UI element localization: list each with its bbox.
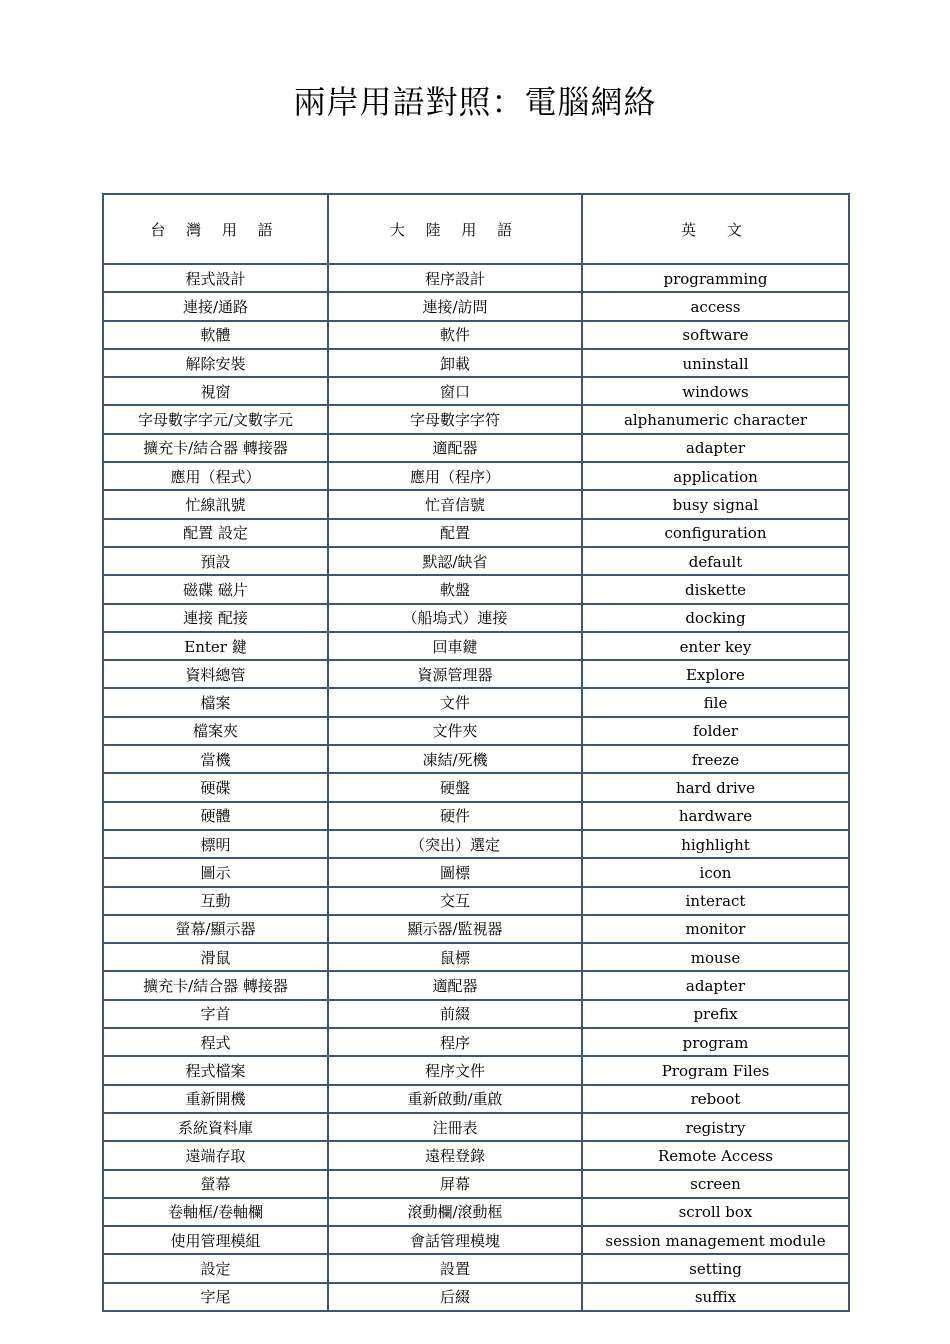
table-header [103, 194, 849, 264]
english-term-cell: session management module [582, 1226, 849, 1254]
table-row [103, 490, 849, 518]
table-row [103, 1028, 849, 1056]
taiwan-term-cell: 圖示 [103, 858, 328, 886]
table-row [103, 802, 849, 830]
taiwan-term-cell: 擴充卡/結合器 轉接器 [103, 971, 328, 999]
taiwan-term-cell: 忙線訊號 [103, 490, 328, 518]
mainland-term-cell: 連接/訪問 [328, 292, 582, 320]
table-row [103, 1113, 849, 1141]
table-row [103, 858, 849, 886]
english-term-cell: file [582, 688, 849, 716]
english-term-cell: application [582, 462, 849, 490]
english-term-cell: busy signal [582, 490, 849, 518]
taiwan-term-cell: 卷軸框/卷軸欄 [103, 1198, 328, 1226]
mainland-term-cell: 適配器 [328, 971, 582, 999]
table-row [103, 773, 849, 801]
english-term-cell: highlight [582, 830, 849, 858]
taiwan-term-cell: 設定 [103, 1254, 328, 1282]
table-row [103, 349, 849, 377]
english-term-cell: program [582, 1028, 849, 1056]
table-row [103, 1254, 849, 1282]
english-term-cell: enter key [582, 632, 849, 660]
english-term-cell: alphanumeric character [582, 405, 849, 433]
table-row [103, 575, 849, 603]
english-term-cell: registry [582, 1113, 849, 1141]
taiwan-term-cell: 螢幕/顯示器 [103, 915, 328, 943]
table-row [103, 604, 849, 632]
taiwan-term-cell: 字首 [103, 1000, 328, 1028]
table-row [103, 462, 849, 490]
taiwan-term-cell: 預設 [103, 547, 328, 575]
english-term-cell: windows [582, 377, 849, 405]
table-row [103, 1198, 849, 1226]
mainland-term-cell: 圖標 [328, 858, 582, 886]
mainland-term-cell: 卸載 [328, 349, 582, 377]
english-term-cell: setting [582, 1254, 849, 1282]
table-row [103, 660, 849, 688]
taiwan-term-cell: 軟體 [103, 321, 328, 349]
english-term-cell: folder [582, 717, 849, 745]
table-row [103, 547, 849, 575]
taiwan-term-cell: 程式檔案 [103, 1056, 328, 1084]
taiwan-term-cell: 資料總管 [103, 660, 328, 688]
english-term-cell: hard drive [582, 773, 849, 801]
table-row [103, 943, 849, 971]
mainland-term-cell: 顯示器/監視器 [328, 915, 582, 943]
mainland-term-cell: 忙音信號 [328, 490, 582, 518]
mainland-term-cell: 默認/缺省 [328, 547, 582, 575]
taiwan-term-cell: 解除安裝 [103, 349, 328, 377]
english-term-cell: scroll box [582, 1198, 849, 1226]
mainland-term-cell: 交互 [328, 887, 582, 915]
mainland-term-cell: 軟件 [328, 321, 582, 349]
english-term-cell: Remote Access [582, 1141, 849, 1169]
mainland-term-cell: 資源管理器 [328, 660, 582, 688]
english-term-cell: mouse [582, 943, 849, 971]
mainland-term-cell: 鼠標 [328, 943, 582, 971]
english-term-cell: Explore [582, 660, 849, 688]
taiwan-term-cell: 連接 配接 [103, 604, 328, 632]
english-term-cell: screen [582, 1170, 849, 1198]
mainland-term-cell: 回車鍵 [328, 632, 582, 660]
table-row [103, 830, 849, 858]
table-row [103, 434, 849, 462]
table-body [103, 264, 849, 1311]
mainland-term-cell: 窗口 [328, 377, 582, 405]
mainland-term-cell: 會話管理模塊 [328, 1226, 582, 1254]
taiwan-term-cell: 滑鼠 [103, 943, 328, 971]
taiwan-term-cell: 標明 [103, 830, 328, 858]
english-term-cell: freeze [582, 745, 849, 773]
header-english-term: 英 文 [582, 194, 849, 264]
english-term-cell: interact [582, 887, 849, 915]
taiwan-term-cell: 檔案 [103, 688, 328, 716]
mainland-term-cell: 適配器 [328, 434, 582, 462]
table-row [103, 1170, 849, 1198]
english-term-cell: software [582, 321, 849, 349]
table-row [103, 717, 849, 745]
english-term-cell: adapter [582, 971, 849, 999]
table-row [103, 1141, 849, 1169]
taiwan-term-cell: 螢幕 [103, 1170, 328, 1198]
mainland-term-cell: 硬盤 [328, 773, 582, 801]
taiwan-term-cell: 程式設計 [103, 264, 328, 292]
taiwan-term-cell: 重新開機 [103, 1085, 328, 1113]
taiwan-term-cell: 當機 [103, 745, 328, 773]
taiwan-term-cell: 擴充卡/結合器 轉接器 [103, 434, 328, 462]
mainland-term-cell: 前綴 [328, 1000, 582, 1028]
english-term-cell: monitor [582, 915, 849, 943]
english-term-cell: access [582, 292, 849, 320]
english-term-cell: suffix [582, 1283, 849, 1311]
table-row [103, 519, 849, 547]
table-row [103, 1085, 849, 1113]
mainland-term-cell: 滾動欄/滾動框 [328, 1198, 582, 1226]
table-row [103, 688, 849, 716]
table-row [103, 377, 849, 405]
english-term-cell: docking [582, 604, 849, 632]
mainland-term-cell: （船塢式）連接 [328, 604, 582, 632]
page-title: 兩岸用語對照：電腦網絡 [293, 83, 657, 121]
mainland-term-cell: 后綴 [328, 1283, 582, 1311]
english-term-cell: default [582, 547, 849, 575]
mainland-term-cell: 軟盤 [328, 575, 582, 603]
mainland-term-cell: 設置 [328, 1254, 582, 1282]
header-row [103, 194, 849, 264]
table-row [103, 1056, 849, 1084]
table-row [103, 915, 849, 943]
english-term-cell: hardware [582, 802, 849, 830]
english-term-cell: configuration [582, 519, 849, 547]
table-row [103, 1283, 849, 1311]
table-row [103, 971, 849, 999]
mainland-term-cell: 應用（程序） [328, 462, 582, 490]
mainland-term-cell: 配置 [328, 519, 582, 547]
mainland-term-cell: 重新啟動/重啟 [328, 1085, 582, 1113]
mainland-term-cell: （突出）選定 [328, 830, 582, 858]
glossary-table [102, 193, 850, 1312]
mainland-term-cell: 注冊表 [328, 1113, 582, 1141]
taiwan-term-cell: 字尾 [103, 1283, 328, 1311]
taiwan-term-cell: 配置 設定 [103, 519, 328, 547]
english-term-cell: programming [582, 264, 849, 292]
taiwan-term-cell: 應用（程式） [103, 462, 328, 490]
header-taiwan-term: 台 灣 用 語 [103, 194, 328, 264]
taiwan-term-cell: 遠端存取 [103, 1141, 328, 1169]
taiwan-term-cell: 硬體 [103, 802, 328, 830]
header-mainland-term: 大 陸 用 語 [328, 194, 582, 264]
taiwan-term-cell: 磁碟 磁片 [103, 575, 328, 603]
english-term-cell: icon [582, 858, 849, 886]
english-term-cell: reboot [582, 1085, 849, 1113]
english-term-cell: Program Files [582, 1056, 849, 1084]
english-term-cell: adapter [582, 434, 849, 462]
taiwan-term-cell: 使用管理模組 [103, 1226, 328, 1254]
english-term-cell: uninstall [582, 349, 849, 377]
mainland-term-cell: 遠程登錄 [328, 1141, 582, 1169]
table-row [103, 292, 849, 320]
taiwan-term-cell: 系統資料庫 [103, 1113, 328, 1141]
table-row [103, 1000, 849, 1028]
table-row [103, 745, 849, 773]
taiwan-term-cell: 字母數字字元/文數字元 [103, 405, 328, 433]
mainland-term-cell: 硬件 [328, 802, 582, 830]
mainland-term-cell: 文件夾 [328, 717, 582, 745]
english-term-cell: prefix [582, 1000, 849, 1028]
mainland-term-cell: 程序 [328, 1028, 582, 1056]
taiwan-term-cell: 互動 [103, 887, 328, 915]
mainland-term-cell: 字母數字字符 [328, 405, 582, 433]
mainland-term-cell: 凍結/死機 [328, 745, 582, 773]
table-row [103, 264, 849, 292]
taiwan-term-cell: 視窗 [103, 377, 328, 405]
taiwan-term-cell: Enter 鍵 [103, 632, 328, 660]
taiwan-term-cell: 檔案夾 [103, 717, 328, 745]
taiwan-term-cell: 程式 [103, 1028, 328, 1056]
table-row [103, 1226, 849, 1254]
english-term-cell: diskette [582, 575, 849, 603]
table-row [103, 632, 849, 660]
table-row [103, 405, 849, 433]
table-row [103, 321, 849, 349]
mainland-term-cell: 文件 [328, 688, 582, 716]
mainland-term-cell: 程序文件 [328, 1056, 582, 1084]
mainland-term-cell: 屏幕 [328, 1170, 582, 1198]
table-row [103, 887, 849, 915]
mainland-term-cell: 程序設計 [328, 264, 582, 292]
taiwan-term-cell: 連接/通路 [103, 292, 328, 320]
taiwan-term-cell: 硬碟 [103, 773, 328, 801]
